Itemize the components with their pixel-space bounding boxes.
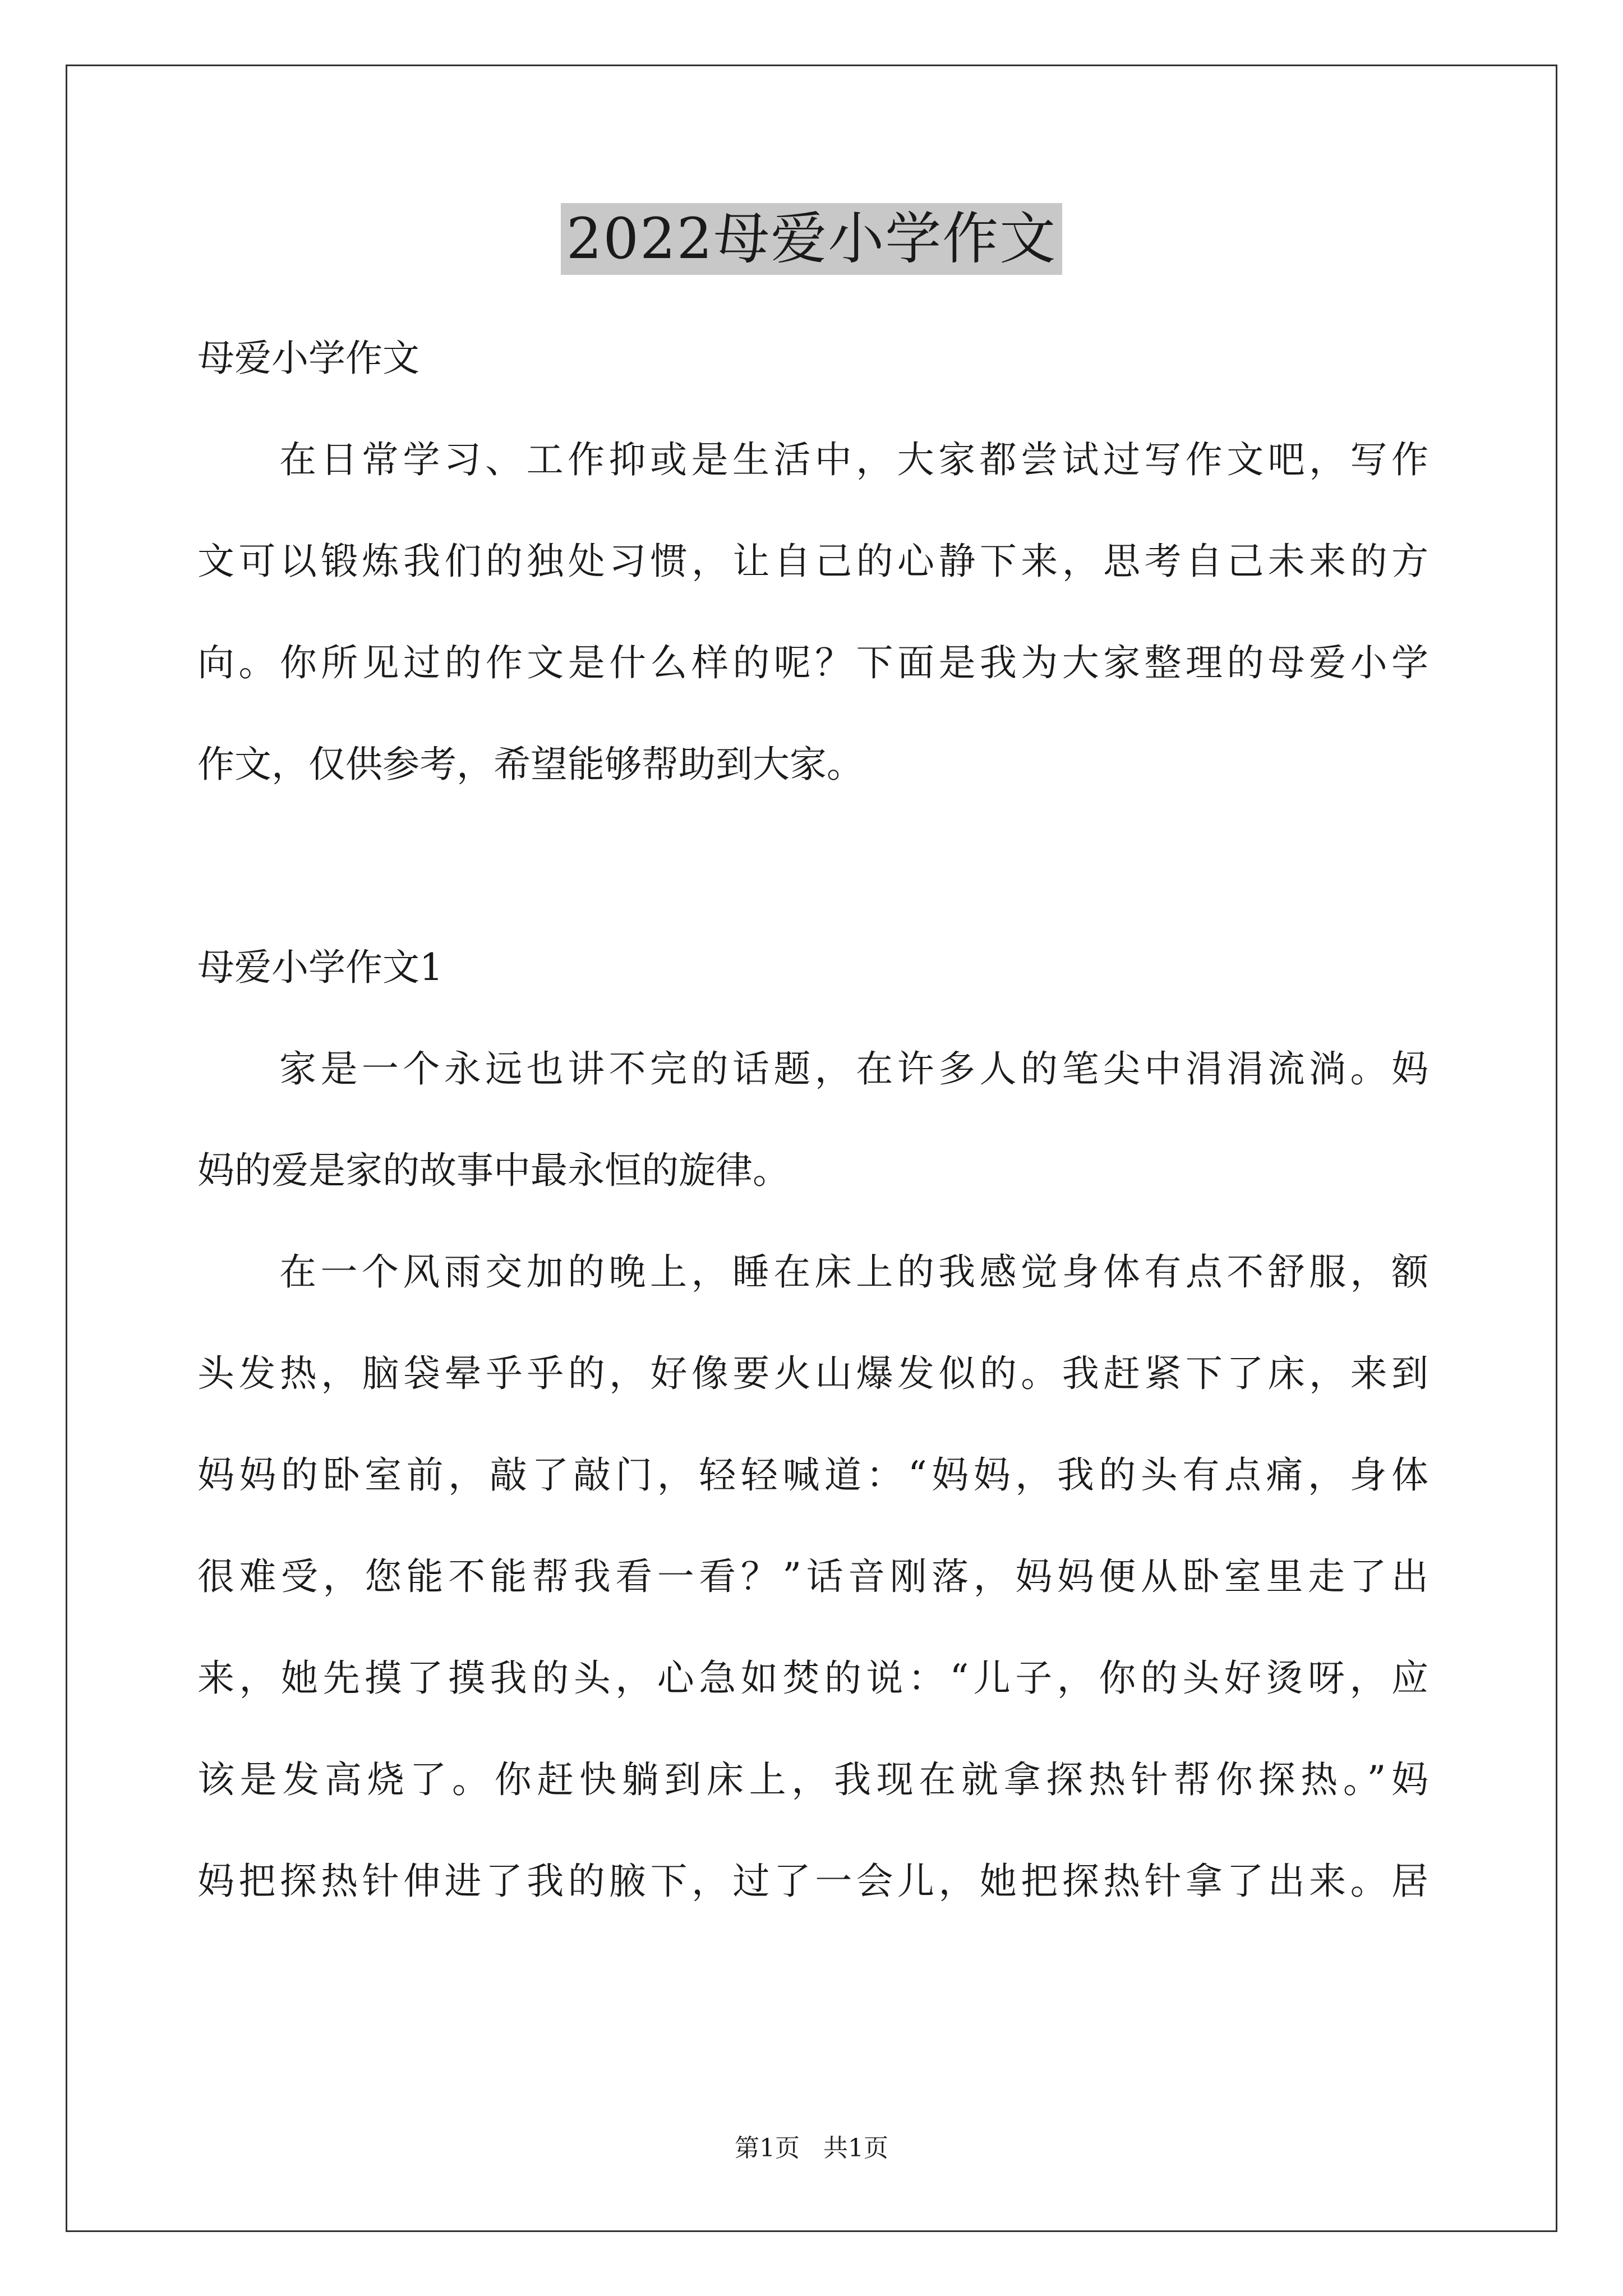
paragraph-line: 该是发高烧了。你赶快躺到床上，我现在就拿探热针帮你探热。”妈 [197,1758,1428,1801]
paragraph-gap [197,815,1428,917]
paragraph-line: 向。你所见过的作文是什么样的呢？下面是我为大家整理的母爱小学 [197,641,1428,684]
paragraph-line: 妈的爱是家的故事中最永恒的旋律。 [197,1149,790,1192]
title-container [0,203,1623,275]
paragraph-line: 文可以锻炼我们的独处习惯，让自己的心静下来，思考自己未来的方 [197,540,1428,583]
document-title: 2022母爱小学作文 [561,203,1063,275]
section-heading: 母爱小学作文 [197,337,419,380]
paragraph-line: 作文，仅供参考，希望能够帮助到大家。 [197,743,864,786]
paragraph-line: 头发热，脑袋晕乎乎的，好像要火山爆发似的。我赶紧下了床，来到 [197,1352,1428,1395]
section-heading: 母爱小学作文1 [197,946,443,989]
document-body [197,307,1428,1932]
paragraph-line: 在日常学习、工作抑或是生活中，大家都尝试过写作文吧，写作 [279,438,1428,481]
paragraph-line: 来，她先摸了摸我的头，心急如焚的说：“儿子，你的头好烫呀，应 [197,1657,1428,1700]
paragraph-line: 妈把探热针伸进了我的腋下，过了一会儿，她把探热针拿了出来。居 [197,1860,1428,1903]
paragraph-line: 很难受，您能不能帮我看一看？”话音刚落，妈妈便从卧室里走了出 [197,1555,1428,1598]
paragraph-line: 家是一个永远也讲不完的话题，在许多人的笔尖中涓涓流淌。妈 [279,1047,1428,1091]
paragraph-line: 在一个风雨交加的晚上，睡在床上的我感觉身体有点不舒服，额 [279,1250,1428,1294]
paragraph-line: 妈妈的卧室前，敲了敲门，轻轻喊道：“妈妈，我的头有点痛，身体 [197,1453,1428,1497]
page-footer: 第1页 共1页 [735,2134,888,2162]
